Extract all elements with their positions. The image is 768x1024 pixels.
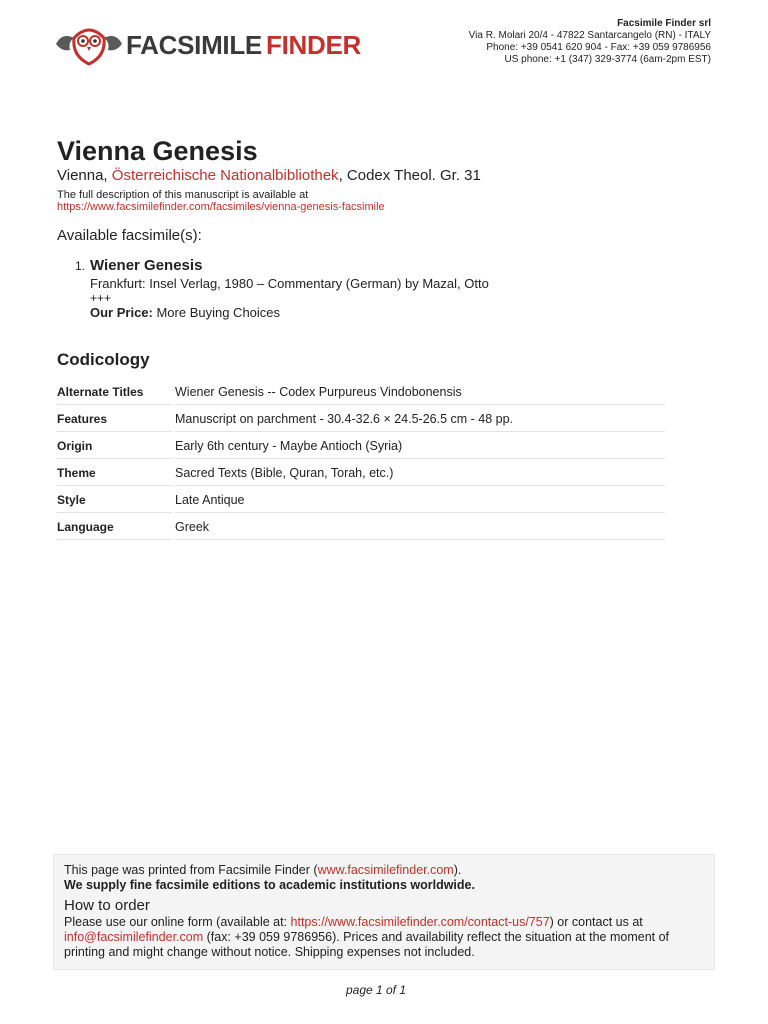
facsimile-title[interactable]: Wiener Genesis — [90, 257, 203, 274]
table-row — [57, 433, 665, 460]
supply-statement: We supply fine facsimile editions to academic institutions worldwide. — [64, 878, 475, 892]
row-value: Wiener Genesis -- Codex Purpureus Vindobonensis — [175, 379, 665, 405]
facsimile-finder-logo[interactable] — [54, 20, 364, 70]
table-row — [57, 379, 665, 406]
company-info — [469, 18, 711, 66]
company-phone: Phone: +39 0541 620 904 - Fax: +39 059 9786956 — [486, 42, 711, 53]
row-label: Alternate Titles — [57, 379, 172, 405]
company-name: Facsimile Finder srl — [617, 18, 711, 29]
row-value: Late Antique — [175, 487, 665, 513]
row-value: Greek — [175, 514, 665, 540]
row-label: Features — [57, 406, 172, 432]
page-number: page 1 of 1 — [345, 983, 407, 997]
shelfmark: , Codex Theol. Gr. 31 — [338, 167, 481, 184]
order-mid: ) or contact us at — [549, 915, 643, 929]
row-value: Manuscript on parchment - 30.4-32.6 × 24.5-26.5 cm - 48 pp. — [175, 406, 665, 432]
order-instructions — [64, 915, 704, 960]
price-value[interactable]: More Buying Choices — [152, 305, 281, 320]
description-note — [57, 189, 385, 213]
row-label: Language — [57, 514, 172, 540]
facsimile-price — [90, 305, 489, 320]
logo-text: FACSIMILE FINDER — [126, 30, 361, 60]
description-link[interactable]: https://www.facsimilefinder.com/facsimiles/vienna-genesis-facsimile — [57, 201, 385, 213]
company-us-phone: US phone: +1 (347) 329-3774 (6am-2pm EST) — [504, 54, 711, 65]
order-prefix: Please use our online form (available at: — [64, 915, 291, 929]
printed-from-line — [64, 863, 704, 878]
table-row — [57, 406, 665, 433]
page-title: Vienna Genesis — [57, 136, 258, 166]
contact-form-link[interactable]: https://www.facsimilefinder.com/contact-us/757 — [290, 915, 550, 929]
footer-info-box — [53, 854, 715, 970]
website-link[interactable]: www.facsimilefinder.com — [317, 863, 454, 877]
how-to-order-heading: How to order — [64, 897, 150, 914]
printed-suffix: ). — [453, 863, 462, 877]
row-label: Style — [57, 487, 172, 513]
order-suffix: (fax: +39 059 9786956). Prices and availability reflect the situation at the moment of printing and might change without notice. Shipping expenses not included. — [64, 930, 670, 959]
company-address: Via R. Molari 20/4 - 47822 Santarcangelo (RN) - ITALY — [468, 30, 711, 41]
price-label: Our Price: — [90, 305, 153, 320]
table-row — [57, 460, 665, 487]
row-value: Sacred Texts (Bible, Quran, Torah, etc.) — [175, 460, 665, 486]
table-row — [57, 514, 665, 541]
owl-logo-icon — [54, 20, 124, 70]
city: Vienna, — [57, 167, 112, 184]
codicology-heading: Codicology — [57, 350, 150, 369]
codicology-table — [57, 379, 665, 541]
email-link[interactable]: info@facsimilefinder.com — [64, 930, 204, 944]
facsimile-publisher: Frankfurt: Insel Verlag, 1980 – Commentary (German) by Mazal, Otto — [90, 276, 489, 291]
library-link[interactable]: Österreichische Nationalbibliothek — [111, 167, 339, 184]
facsimile-number: 1. — [75, 259, 86, 273]
description-text: The full description of this manuscript is available at — [57, 189, 309, 201]
row-value: Early 6th century - Maybe Antioch (Syria) — [175, 433, 665, 459]
table-row — [57, 487, 665, 514]
row-label: Origin — [57, 433, 172, 459]
facsimile-extra: +++ — [90, 291, 112, 305]
available-facsimiles-heading: Available facsimile(s): — [57, 227, 202, 244]
manuscript-location — [57, 167, 481, 184]
row-label: Theme — [57, 460, 172, 486]
printed-prefix: This page was printed from Facsimile Finder ( — [64, 863, 318, 877]
